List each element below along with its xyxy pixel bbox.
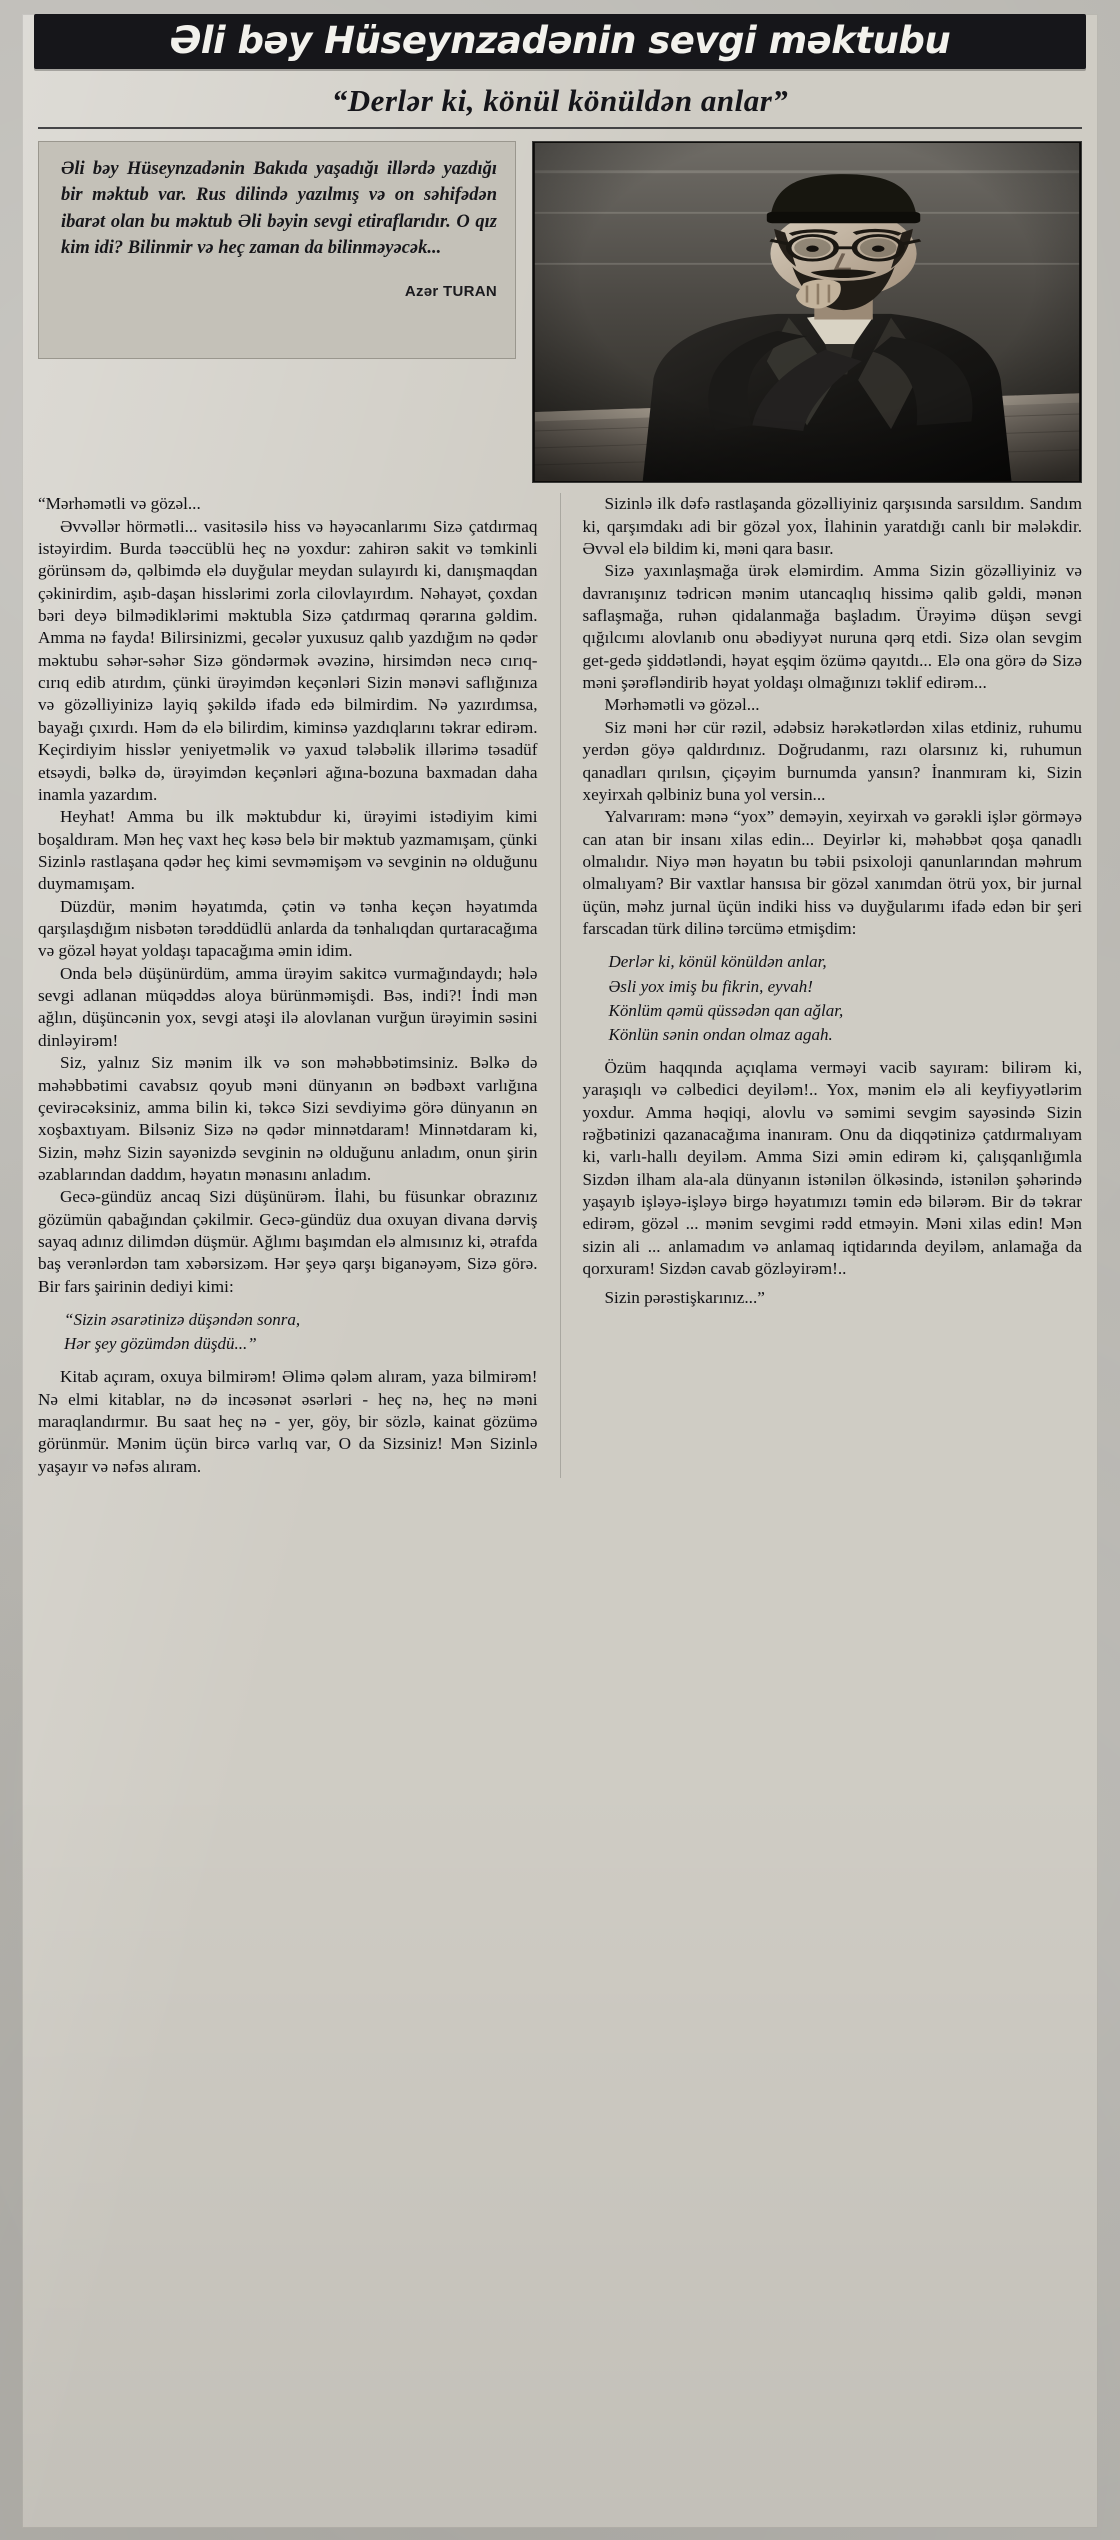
paragraph: Siz, yalnız Siz mənim ilk və son məhəbbətimsiniz. Bəlkə də məhəbbətimi cavabsız qoyub məni dünyanın ən bədbəxt varlığına çevirəcəksiniz, amma bilin ki, təkcə Sizi sevdiyimə görə dünyanın ən xoşbaxtıyam. Bilsəniz Sizə nə qədər minnətdaram! Minnətdaram ki, Sizin, məhz Sizin sayənizdə sevginin nə olduğunu anladım, onun şirin əzablarından daddım, həyatın mənasını anladım.: [38, 1053, 538, 1184]
letter-signature: Sizin pərəstişkarınız...”: [604, 1287, 765, 1307]
photo-frame: [533, 142, 1081, 482]
paragraph: Onda belə düşünürdüm, amma ürəyim sakitcə vurmağındaydı; hələ sevgi adlanan müqəddəs aloya bürünməmişdi. Bəs, indi?! İndi mən ağlın, düşüncənin yox, sevgi atəşi ilə alovlanan vurğun ürəyimin səsini dinləyirəm!: [38, 963, 538, 1050]
paragraph: Özüm haqqında açıqlama verməyi vacib sayıram: bilirəm ki, yaraşıqlı və cəlbedici deyiləm!.. Yox, mənim elə ali keyfiyyətlərim yoxdur. Amma həqiqi, alovlu və səmimi sevgim sayəsində Sizin rəğbətinizi qazanacağıma inanıram. Onu da diqqətinizə çatdırmalıyam ki, varlı-hallı deyiləm. Amma Sizi əmin edirəm ki, çalışqanlığımla Sizdən ilham ala-ala dünyanın istənilən ölkəsində, istənilən şəhərində yaşayıb işləyə-işləyə birgə həyatımızı təmin edə bilərəm. Bir də təkrar edirəm, gözəl ... mənim sevgimi rədd etməyin. Məni xilas edin! Mən sizin ali ... anlamadım və anlamaq iqtidarında deyiləm, anlamağa da qorxuram! Sizdən cavab gözləyirəm!..: [582, 1057, 1083, 1279]
author-byline: Azər TURAN: [404, 283, 497, 301]
paragraph: Gecə-gündüz ancaq Sizi düşünürəm. İlahi, bu füsunkar obrazınız gözümün qabağından çəkilmir. Gecə-gündüz dua oxuyan divana dərviş sayaq adınız dilimdən düşmür. Ağlımı başımdan elə almısınız ki, ətrafda baş verənlərdən tam xəbərsizəm. Hər şeyə qarşı biganəyəm, Sizə görə. Bir fars şairinin dediyi kimi:: [38, 1187, 538, 1296]
quote-line: Hər şey gözümdən düşdü...”: [64, 1334, 257, 1354]
portrait-illustration: [533, 142, 1081, 482]
article-headline: Əli bəy Hüseynzadənin sevgi məktubu: [169, 19, 951, 62]
paragraph: Mərhəmətli və gözəl...: [604, 695, 760, 715]
column-divider: [560, 493, 561, 1478]
quote-line: “Sizin əsarətinizə düşəndən sonra,: [64, 1310, 301, 1330]
quote-line: Könlüm qəmü qüssədən qan ağlar,: [608, 1000, 844, 1020]
article-subheadline: “Derlər ki, könül könüldən anlar”: [331, 83, 789, 119]
portrait-photo: [532, 141, 1082, 483]
paragraph: Yalvarıram: mənə “yox” deməyin, xeyirxah və gərəkli işlər görməyə can atan bir insanı xilas edin... Deyirlər ki, məhəbbət qoşa qanadlı olmalıdır. Niyə mən həyatın bu təbii psixoloji qanunlarından məhrum olmalıyam? Bir vaxtlar hansısa bir gözəl xanımdan ötrü yox, bir jurnal üçün, məhz jurnal üçün indiki hiss və duyğularımı ifadə edən bir şeri farscadan türk dilinə tərcümə etmişdim:: [582, 807, 1083, 939]
newspaper-sheet: [22, 14, 1098, 2528]
right-column: [583, 493, 1083, 1478]
quote-line: Könlün sənin ondan olmaz agah.: [608, 1024, 833, 1044]
lead-paragraph-box: [38, 141, 516, 359]
quote-line: Əsli yox imiş bu fikrin, eyvah!: [608, 976, 813, 996]
paragraph: “Mərhəmətli və gözəl...: [38, 494, 201, 514]
header-divider: [38, 127, 1082, 129]
left-column: [38, 493, 538, 1478]
paragraph: Siz məni hər cür rəzil, ədəbsiz hərəkətlərdən xilas etdiniz, ruhumu yerdən göyə qaldırdınız. Doğrudanmı, razı olarsınız ki, ruhumun qanadları qırılsın, çiçəyim burnumda yansın? İnanmıram ki, Sizin xeyirxah qəlbiniz buna yol versin...: [582, 717, 1083, 804]
lead-and-photo-row: [38, 141, 1082, 483]
paragraph: Əvvəllər hörmətli... vasitəsilə hiss və həyəcanlarımı Sizə çatdırmaq istəyirdim. Burda təəccüblü heç nə yoxdur: zahirən sakit və təmkinli görünsəm də, qəlbimdə elə duyğular meydan sulayırdı ki, danışmaqdan çəkinirdim, aşıb-daşan hisslərimi zorla cilovlayırdım. Nəhayət, çoxdan bəri deyə bilmədiklərimi məktubla Sizə çatdırmaq qərarına gəldim. Amma nə fayda! Bilirsinizmi, gecələr yuxusuz qalıb yazdığım nə qədər məktubu səhər-səhər Sizə göndərmək əvəzinə, hirsimdən necə cırıq-cırıq edib atırdım, çünki ürəyimdən keçənləri Sizin mənəvi saflığınıza və gözəlliyinizə layiq şəkildə ifadə edə bilmirdim. Nə yazırdımsa, bayağı çıxırdı. Həm də elə bilirdim, kiminsə yazdıqlarını təkrar edirəm. Keçirdiyim hisslər yeniyetməlik və yaxud tələbəlik illərimə təsadüf etsəydi, bəlkə də, ürəyimdən keçənləri ağına-bozuna baxmadan daha inamla yazardım.: [38, 516, 538, 804]
paragraph: Kitab açıram, oxuya bilmirəm! Əlimə qələm alıram, yaza bilmirəm! Nə elmi kitablar, nə də incəsənət əsərləri - heç nə, heç nə məni maraqlandırmır. Bu saat heç nə - yer, göy, bir sözlə, kainat gözümə görünmür. Mənim üçün bircə varlıq var, O da Sizsiniz! Mən Sizinlə yaşayır və nəfəs alıram.: [38, 1367, 538, 1476]
lead-text: Əli bəy Hüseynzadənin Bakıda yaşadığı illərdə yazdığı bir məktub var. Rus dilində yazılmış və on səhifədən ibarət olan bu məktub Əli bəyin sevgi etiraflarıdır. O qız kim idi? Bilinmir və heç zaman da bilinməyəcək...: [61, 159, 497, 259]
article-body-columns: [38, 493, 1082, 1478]
masthead-banner: [34, 14, 1086, 69]
paragraph: Düzdür, mənim həyatımda, çətin və tənha keçən həyatımda qarşılaşdığım nisbətən tərəddüdlü anlarda da tənhalıqdan qurtaracağıma və gözəl həyat yoldaşı tapacağıma əmin idim.: [38, 896, 538, 961]
persian-poem-quote: [38, 1298, 538, 1366]
paragraph: Sizə yaxınlaşmağa ürək eləmirdim. Amma Sizin gözəlliyiniz və davranışınız tədricən mənim utancaqlıq hissimə qalib gəldi, mənən saflaşmağa, ruhən qidalanmağa başladım. Ürəyimə düşən sevgi qığılcımı alovlanıb onu əbədiyyət nuruna qərq etdi. Sizə olan sevgim get-gedə şiddətləndi, həyat eşqim özümə qayıtdı... Elə ona görə də Sizə məni şərəfləndirib həyat yoldaşı olmağınızı təklif edirəm...: [582, 561, 1083, 693]
paragraph: Heyhat! Amma bu ilk məktubdur ki, ürəyimi istədiyim kimi boşaldıram. Mən heç vaxt heç kəsə belə bir məktub yazmamışam, çünki Sizinlə rastlaşana qədər heç kimi sevməmişəm və sevginin nə olduğunu duymamışam.: [38, 807, 538, 894]
quote-line: Derlər ki, könül könüldən anlar,: [608, 952, 827, 972]
translated-poem-quote: [583, 940, 1083, 1057]
paragraph: Sizinlə ilk dəfə rastlaşanda gözəlliyiniz qarşısında sarsıldım. Sandım ki, qarşımdakı adi bir gözəl yox, İlahinin yaratdığı canlı bir mələkdir. Əvvəl elə bildim ki, məni qara basır.: [582, 494, 1083, 558]
